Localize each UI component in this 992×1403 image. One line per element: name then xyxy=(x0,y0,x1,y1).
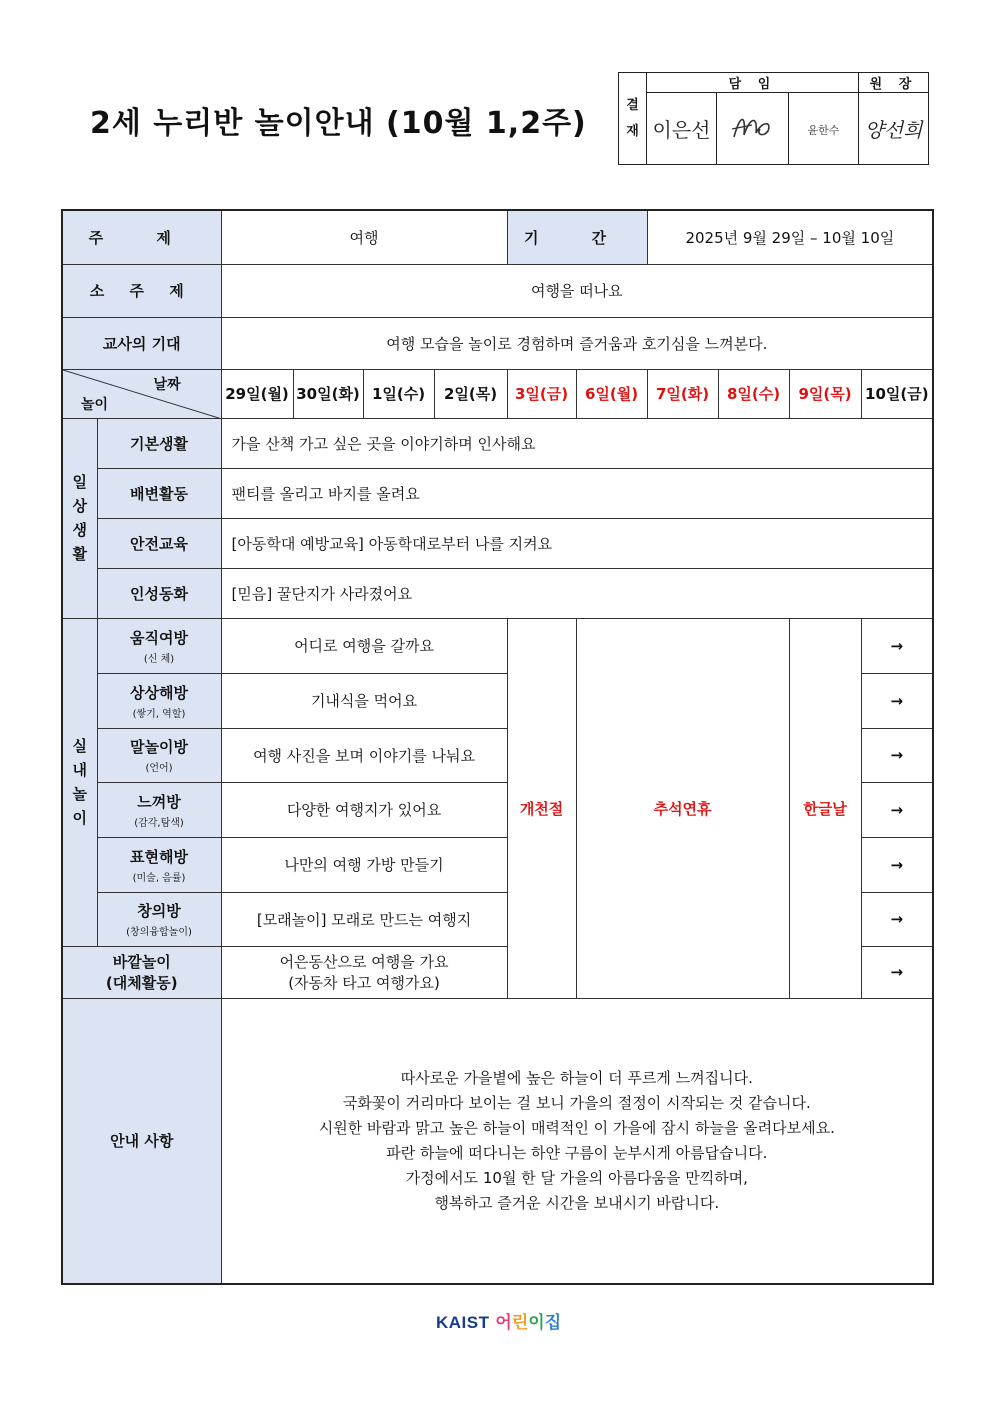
continue-arrow-icon: → xyxy=(861,782,933,837)
continue-arrow-icon: → xyxy=(861,673,933,728)
daily-row-label: 인성동화 xyxy=(97,568,221,618)
date-label: 날짜 xyxy=(153,376,181,393)
continue-arrow-icon: → xyxy=(861,728,933,782)
outdoor-label: 바깥놀이 (대체활동) xyxy=(62,946,221,998)
indoor-row-content: 다양한 여행지가 있어요 xyxy=(221,782,507,837)
expectation-value: 여행 모습을 놀이로 경험하며 즐거움과 호기심을 느껴본다. xyxy=(221,317,933,369)
indoor-row-content: [모래놀이] 모래로 만드는 여행지 xyxy=(221,892,507,946)
date-header: 10일(금) xyxy=(861,369,933,418)
teacher-signature-2 xyxy=(717,93,789,165)
notice-line: 행복하고 즐거운 시간을 보내시기 바랍니다. xyxy=(434,1193,720,1212)
indoor-row-content: 어디로 여행을 갈까요 xyxy=(221,618,507,673)
subtheme-value: 여행을 떠나요 xyxy=(221,264,933,317)
kaist-kindergarten-logo: KAIST 어린이집 xyxy=(436,1313,562,1333)
notice-line: 국화꽃이 거리마다 보이는 걸 보니 가을의 절정이 시작되는 것 같습니다. xyxy=(342,1093,811,1112)
date-header: 30일(화) xyxy=(293,369,363,418)
holiday-chuseok: 추석연휴 xyxy=(576,618,789,998)
notice-content xyxy=(221,998,933,1284)
teacher-signature-3: 윤한수 xyxy=(789,93,859,165)
notice-label: 안내 사항 xyxy=(62,998,221,1284)
approval-label: 결 재 xyxy=(619,73,647,165)
daily-row-content: 팬티를 올리고 바지를 올려요 xyxy=(221,468,933,518)
indoor-row-content: 나만의 여행 가방 만들기 xyxy=(221,837,507,892)
period-label: 기 간 xyxy=(507,210,647,264)
continue-arrow-icon: → xyxy=(861,618,933,673)
daily-life-group-label: 일 상 생 활 xyxy=(62,418,97,618)
date-header-holiday: 7일(화) xyxy=(647,369,718,418)
continue-arrow-icon: → xyxy=(861,892,933,946)
play-label: 놀이 xyxy=(81,396,109,413)
teacher-signature-1: 이은선 xyxy=(647,93,717,165)
indoor-row-label: 느껴방 (감각,탐색) xyxy=(97,782,221,837)
signature-scribble-icon xyxy=(728,107,778,147)
director-signature: 양선희 xyxy=(859,93,929,165)
indoor-row-content: 여행 사진을 보며 이야기를 나눠요 xyxy=(221,728,507,782)
daily-row-label: 기본생활 xyxy=(97,418,221,468)
daily-row-label: 안전교육 xyxy=(97,518,221,568)
weekly-plan-table xyxy=(61,209,934,1285)
indoor-row-label: 움직여방 (신 체) xyxy=(97,618,221,673)
period-value: 2025년 9월 29일 – 10월 10일 xyxy=(647,210,933,264)
holiday-hangeul: 한글날 xyxy=(789,618,861,998)
notice-line: 따사로운 가을볕에 높은 하늘이 더 푸르게 느껴집니다. xyxy=(400,1068,753,1087)
notice-line: 시원한 바람과 맑고 높은 하늘이 매력적인 이 가을에 잠시 하늘을 올려다보세요. xyxy=(318,1118,835,1137)
indoor-row-content: 기내식을 먹어요 xyxy=(221,673,507,728)
continue-arrow-icon: → xyxy=(861,837,933,892)
date-header: 29일(월) xyxy=(221,369,293,418)
indoor-row-label: 창의방 (창의융합놀이) xyxy=(97,892,221,946)
date-header-holiday: 6일(월) xyxy=(576,369,647,418)
teacher-header: 담 임 xyxy=(647,73,859,93)
daily-row-content: [아동학대 예방교육] 아동학대로부터 나를 지켜요 xyxy=(221,518,933,568)
director-header: 원 장 xyxy=(859,73,929,93)
holiday-gaecheonjeol: 개천절 xyxy=(507,618,576,998)
theme-value: 여행 xyxy=(221,210,507,264)
date-header: 1일(수) xyxy=(363,369,434,418)
date-header-holiday: 3일(금) xyxy=(507,369,576,418)
theme-label: 주 제 xyxy=(62,210,221,264)
date-header: 2일(목) xyxy=(434,369,507,418)
outdoor-content: 어은동산으로 여행을 가요 (자동차 타고 여행가요) xyxy=(221,946,507,998)
daily-row-label: 배변활동 xyxy=(97,468,221,518)
continue-arrow-icon: → xyxy=(861,946,933,998)
date-play-header xyxy=(62,369,221,418)
notice-line: 파란 하늘에 떠다니는 하얀 구름이 눈부시게 아름답습니다. xyxy=(386,1143,768,1162)
date-header-holiday: 9일(목) xyxy=(789,369,861,418)
indoor-row-label: 말놀이방 (언어) xyxy=(97,728,221,782)
expectation-label: 교사의 기대 xyxy=(62,317,221,369)
subtheme-label: 소 주 제 xyxy=(62,264,221,317)
indoor-row-label: 상상해방 (쌓기, 역할) xyxy=(97,673,221,728)
date-header-holiday: 8일(수) xyxy=(718,369,789,418)
indoor-row-label: 표현해방 (미술, 음률) xyxy=(97,837,221,892)
daily-row-content: [믿음] 꿀단지가 사라졌어요 xyxy=(221,568,933,618)
page-title: 2세 누리반 놀이안내 (10월 1,2주) xyxy=(90,106,587,141)
daily-row-content: 가을 산책 가고 싶은 곳을 이야기하며 인사해요 xyxy=(221,418,933,468)
notice-line: 가정에서도 10월 한 달 가을의 아름다움을 만끽하며, xyxy=(405,1168,748,1187)
approval-box xyxy=(618,72,929,165)
indoor-play-group-label: 실 내 놀 이 xyxy=(62,618,97,946)
